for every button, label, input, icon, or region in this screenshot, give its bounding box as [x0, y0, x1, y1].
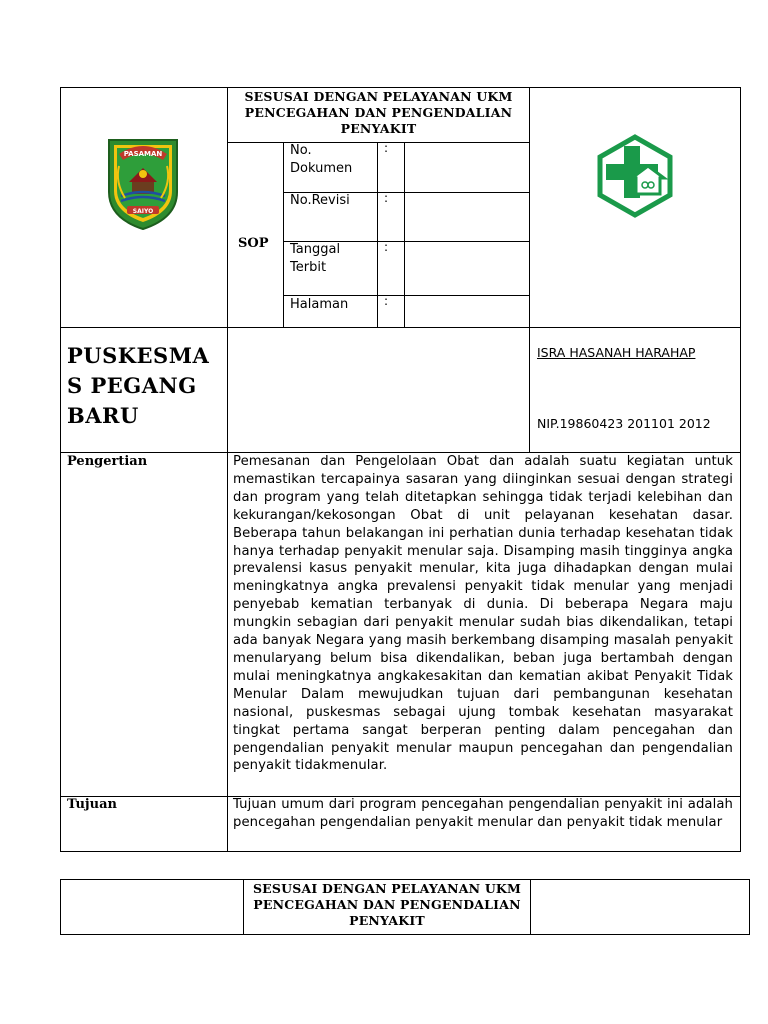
meta-label-no-revisi: No.Revisi [290, 193, 350, 208]
meta-row-halaman [290, 296, 348, 314]
org-name-line-2: S PEGANG [67, 373, 197, 398]
sop-label: SOP [238, 236, 269, 251]
meta-label-tanggal-terbit-2: Terbit [290, 260, 327, 275]
second-header-title [244, 881, 530, 929]
header-title [228, 89, 529, 141]
emblem-top-text: PASAMAN [123, 150, 163, 158]
section-label-pengertian: Pengertian [67, 454, 148, 469]
meta-label-no-dokumen-2: Dokumen [290, 161, 353, 176]
org-name [67, 341, 227, 431]
meta-row-tanggal-terbit [290, 241, 340, 277]
org-name-line-1: PUSKESMA [67, 343, 210, 368]
section-text-tujuan: Tujuan umum dari program pencegahan pengendalian penyakit ini adalah pencegahan pengendalian penyakit menular dan penyakit tidak menular [233, 797, 733, 830]
puskesmas-logo-icon [596, 134, 674, 218]
emblem-bottom-text: SAIYO [132, 208, 154, 215]
header-title-line-2: PENCEGAHAN DAN PENGENDALIAN [244, 105, 513, 120]
meta-label-no-dokumen-1: No. [290, 143, 312, 158]
meta-colon-halaman: : [384, 294, 389, 308]
header-title-line-3: PENYAKIT [340, 121, 417, 136]
meta-label-tanggal-terbit-1: Tanggal [290, 242, 341, 257]
meta-colon-no-dokumen: : [384, 141, 389, 155]
signer-name: ISRA HASANAH HARAHAP [537, 345, 696, 360]
signer-nip: NIP.19860423 201101 2012 [537, 416, 711, 431]
meta-label-halaman: Halaman [290, 297, 349, 312]
pasaman-emblem-icon [103, 132, 183, 232]
header-title-line-1: SESUSAI DENGAN PELAYANAN UKM [244, 89, 513, 104]
meta-row-no-revisi [290, 192, 350, 210]
meta-colon-tanggal-terbit: : [384, 240, 389, 254]
org-name-line-3: BARU [67, 403, 139, 428]
section-text-pengertian: Pemesanan dan Pengelolaan Obat dan adalah suatu kegiatan untuk memastikan tercapainya sasaran yang diinginkan sesuai dengan strategi dan program yang telah ditetapkan sehingga tidak terjadi kelebihan dan kekurangan/kekosongan Obat di unit pelayanan kesehatan dasar. Beberapa tahun belakangan ini perhatian dunia terhadap kesehatan tidak hanya terhadap penyakit menular saja. Disamping masih tingginya angka prevalensi kasus penyakit menular, kita juga dihadapkan dengan mulai meningkatnya angka prevalensi penyakit tidak menular yang menjadi penyebab kematian terbanyak di dunia. Di beberapa Negara maju mungkin sebagian dari penyakit menular sudah bias dikendalikan, tetapi ada banyak Negara yang masih berkembang disamping masalah penyakit menularyang belum bisa dikendalikan, beban juga bertambah dengan mulai meningkatnya angkakesakitan dan kematian akibat Penyakit Tidak Menular Dalam mewujudkan tujuan dari pembangunan kesehatan nasional, puskesmas sebagai ujung tombak kesehatan masyarakat tingkat pertama sangat berperan penting dalam pencegahan dan pengendalian penyakit menular maupun pencegahan dan pengendalian penyakit tidakmenular. [233, 454, 733, 774]
meta-colon-no-revisi: : [384, 191, 389, 205]
second-header-title-line-3: PENYAKIT [349, 913, 425, 928]
signature-area [228, 328, 529, 452]
second-header-title-line-1: SESUSAI DENGAN PELAYANAN UKM [252, 881, 522, 896]
meta-row-no-dokumen [290, 142, 352, 178]
right-logo-cell [530, 88, 740, 327]
section-label-tujuan: Tujuan [67, 797, 117, 812]
left-logo-cell [61, 88, 227, 327]
second-header-title-line-2: PENCEGAHAN DAN PENGENDALIAN [253, 897, 521, 912]
